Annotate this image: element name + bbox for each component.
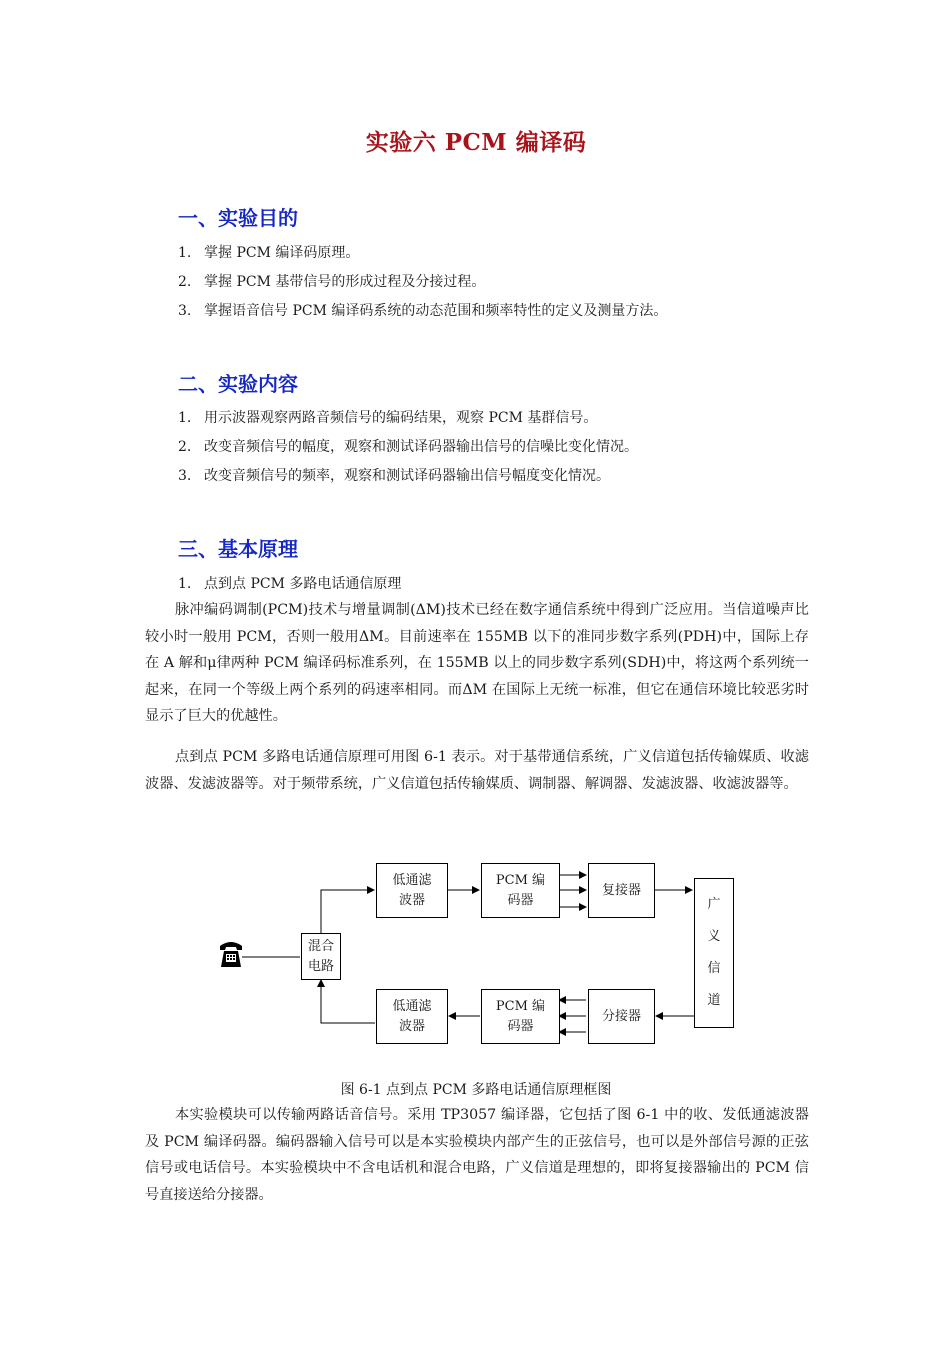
section-heading-content: 二、实验内容 — [178, 372, 298, 396]
item-text: 用示波器观察两路音频信号的编码结果，观察 PCM 基群信号。 — [204, 410, 598, 426]
arrow-hybrid-to-lpf — [321, 890, 374, 933]
list-item — [178, 437, 638, 457]
lowpass-filter-rx-block — [376, 989, 448, 1044]
item-text: 掌握语音信号 PCM 编译码系统的动态范围和频率特性的定义及测量方法。 — [204, 303, 668, 319]
diagram-connectors — [200, 850, 760, 1060]
block-diagram — [200, 850, 760, 1060]
telephone-icon — [220, 942, 242, 967]
paragraph: 本实验模块可以传输两路话音信号。采用 TP3057 编译器，它包括了图 6-1 中的收、发低通滤波器及 PCM 编译码器。编码器输入信号可以是本实验模块内部产生的正弦信号，也可以是外部信号源的正弦信号或电话信号。本实验模块中不含电话机和混合电路，广义信道是理想的，即将复接器输出的 PCM 信号直接送给分接器。 — [145, 1107, 809, 1203]
lowpass-filter-tx-block — [376, 863, 448, 918]
block-label: 义 — [707, 929, 721, 944]
item-text: 改变音频信号的频率，观察和测试译码器输出信号幅度变化情况。 — [204, 468, 610, 484]
block-label: 电路 — [307, 958, 334, 974]
figure-caption: 图 6-1 点到点 PCM 多路电话通信原理框图 — [340, 1082, 612, 1098]
block-label: 分接器 — [601, 1008, 641, 1024]
section-heading-principle: 三、基本原理 — [178, 537, 298, 561]
block-label: 码器 — [507, 1018, 534, 1034]
paragraph: 脉冲编码调制(PCM)技术与增量调制(ΔM)技术已经在数字通信系统中得到广泛应用。当信道噪声比较小时一般用 PCM，否则一般用ΔM。目前速率在 155MB 以下的准同步数字系列(PDH)中，国际上存在 A 解和μ律两种 PCM 编译码标准系列，在 155MB 以上的同步数字系列(SDH)中，将这两个系列统一起来，在同一个等级上两个系列的码速率相同。而ΔM 在国际上无统一标准，但它在通信环境比较恶劣时显示了巨大的优越性。 — [145, 602, 809, 724]
pcm-encoder-block — [481, 863, 560, 918]
arrow-lpf-to-hybrid — [321, 980, 375, 1023]
block-label: 码器 — [507, 892, 534, 908]
block-label: PCM 编 — [495, 998, 546, 1014]
paragraph: 点到点 PCM 多路电话通信原理可用图 6-1 表示。对于基带通信系统，广义信道包括传输媒质、收滤波器、发滤波器等。对于频带系统，广义信道包括传输媒质、调制器、解调器、发滤波器、收滤波器等。 — [145, 749, 809, 792]
section-heading-objectives: 一、实验目的 — [178, 206, 298, 230]
item-text: 点到点 PCM 多路电话通信原理 — [204, 576, 402, 592]
block-label: 低通滤 — [392, 998, 432, 1014]
item-text: 掌握 PCM 基带信号的形成过程及分接过程。 — [204, 274, 486, 290]
list-item — [178, 466, 610, 486]
block-label: PCM 编 — [495, 872, 546, 888]
pcm-decoder-block — [481, 989, 560, 1044]
block-label: 广 — [707, 897, 721, 912]
list-item — [178, 408, 597, 428]
list-item — [178, 574, 401, 594]
item-number: 1. — [178, 576, 192, 592]
item-number: 1. — [178, 410, 192, 426]
demultiplexer-block — [588, 989, 655, 1044]
block-label: 低通滤 — [392, 872, 432, 888]
block-label: 复接器 — [601, 882, 641, 898]
item-text: 改变音频信号的幅度，观察和测试译码器输出信号的信噪比变化情况。 — [204, 439, 638, 455]
page-title: 实验六 PCM 编译码 — [365, 129, 587, 156]
list-item — [178, 243, 359, 263]
block-label: 道 — [707, 993, 721, 1008]
item-number: 3. — [178, 303, 192, 319]
hybrid-circuit-block — [301, 933, 341, 980]
multiplexer-block — [588, 863, 655, 918]
item-number: 2. — [178, 274, 192, 290]
list-item — [178, 301, 667, 321]
item-number: 3. — [178, 468, 192, 484]
list-item — [178, 272, 485, 292]
generalized-channel-block — [694, 878, 734, 1028]
item-number: 2. — [178, 439, 192, 455]
block-label: 波器 — [398, 892, 425, 908]
block-label: 波器 — [398, 1018, 425, 1034]
block-label: 信 — [707, 961, 721, 976]
item-text: 掌握 PCM 编译码原理。 — [204, 245, 360, 261]
item-number: 1. — [178, 245, 192, 261]
block-label: 混合 — [307, 938, 334, 954]
